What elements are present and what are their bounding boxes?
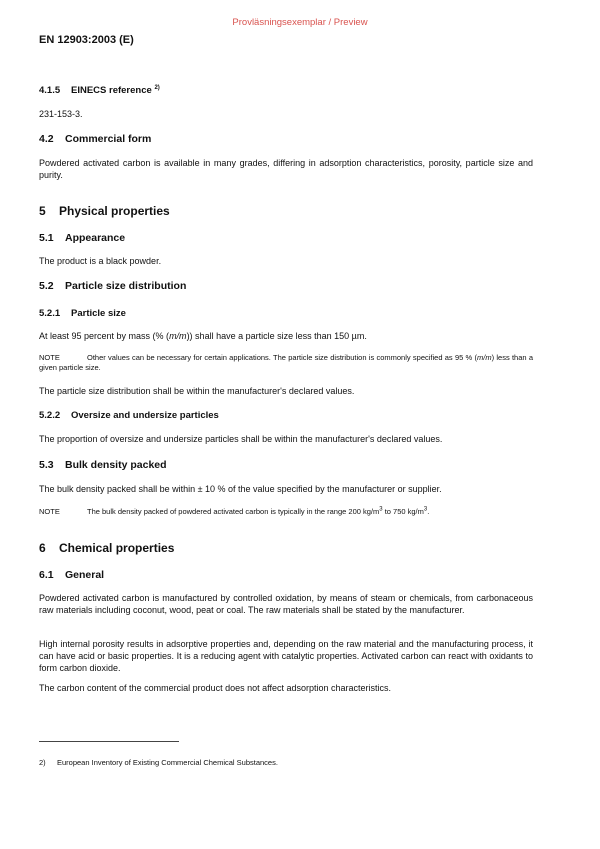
section-number: 5.2.1 [39, 308, 61, 319]
footnote [39, 758, 278, 767]
text-italic: m/m [477, 353, 492, 362]
section-number: 5 [39, 204, 46, 218]
heading-6 [39, 541, 174, 555]
paragraph: The proportion of oversize and undersize particles shall be within the manufacturer's declared values. [39, 434, 443, 444]
section-title: General [65, 569, 105, 581]
section-number: 4.1.5 [39, 85, 61, 96]
text-fragment: The bulk density packed of powdered activated carbon is typically in the range 200 kg/m [87, 507, 380, 516]
section-number: 6.1 [39, 569, 54, 581]
section-number: 5.1 [39, 232, 54, 244]
heading-5-2-1 [39, 308, 126, 319]
heading-6-1 [39, 569, 104, 581]
footnote-label: 2) [39, 758, 46, 767]
paragraph [39, 330, 533, 342]
section-number: 6 [39, 541, 46, 555]
section-title: EINECS reference [71, 85, 152, 96]
paragraph: The carbon content of the commercial product does not affect adsorption characteristics. [39, 683, 392, 693]
text-italic: m/m [169, 331, 187, 341]
heading-5-2-2 [39, 410, 219, 421]
paragraph: Powdered activated carbon is manufactured by controlled oxidation, by means of steam or chemicals, from carbonaceous raw materials including coconut, wood, peat or coal. The raw materials shall be stated by the manufacturer. [39, 593, 533, 615]
preview-watermark: Provläsningsexemplar / Preview [232, 17, 368, 28]
paragraph: The bulk density packed shall be within ± 10 % of the value specified by the manufacturer or supplier. [39, 484, 442, 494]
section-title: Physical properties [59, 204, 170, 218]
paragraph: The particle size distribution shall be within the manufacturer's declared values. [39, 386, 355, 396]
section-title: Chemical properties [59, 541, 175, 555]
section-number: 5.2.2 [39, 410, 61, 421]
section-title: Appearance [65, 232, 126, 244]
heading-5-3 [39, 459, 167, 471]
paragraph: Powdered activated carbon is available in many grades, differing in adsorption characteristics, porosity, particle size and purity. [39, 158, 533, 180]
heading-5-2 [39, 280, 186, 292]
footnote-text: European Inventory of Existing Commercial Chemical Substances. [57, 758, 278, 767]
text-fragment: . [427, 507, 430, 516]
text-fragment: ) less than a given particle size. [39, 353, 533, 372]
paragraph: High internal porosity results in adsorptive properties and, depending on the raw material and the manufacturing process, it can have acid or basic properties. It is a reducing agent with catalytic properties. Activated carbon can react with oxidants to form carbon dioxide. [39, 639, 533, 673]
note [39, 507, 533, 517]
heading-5-1 [39, 232, 125, 244]
note-label: NOTE [39, 353, 60, 362]
section-title: Particle size [71, 308, 126, 319]
heading-5 [39, 204, 170, 218]
document-identifier: EN 12903:2003 (E) [39, 34, 134, 46]
note-label: NOTE [39, 507, 60, 516]
einecs-value: 231-153-3. [39, 109, 83, 119]
section-title: Particle size distribution [65, 280, 187, 292]
section-title: Oversize and undersize particles [71, 410, 219, 421]
text-fragment: At least 95 percent by mass (% ( [39, 331, 170, 341]
footnote-separator [39, 741, 179, 742]
section-number: 4.2 [39, 133, 54, 145]
superscript: 3 [379, 506, 383, 513]
paragraph: The product is a black powder. [39, 256, 162, 266]
heading-4-2 [39, 133, 151, 145]
heading-4-1-5 [39, 85, 160, 96]
text-fragment: Other values can be necessary for certain applications. The particle size distribution is commonly specified as 95 % ( [87, 353, 477, 362]
section-title: Bulk density packed [65, 459, 167, 471]
text-fragment: to 750 kg/m [382, 507, 424, 516]
section-number: 5.3 [39, 459, 54, 471]
note [39, 353, 533, 373]
text-fragment: )) shall have a particle size less than 150 µm. [186, 331, 367, 341]
section-title: Commercial form [65, 133, 152, 145]
footnote-ref: 2) [154, 84, 160, 91]
section-number: 5.2 [39, 280, 54, 292]
superscript: 3 [423, 506, 428, 513]
